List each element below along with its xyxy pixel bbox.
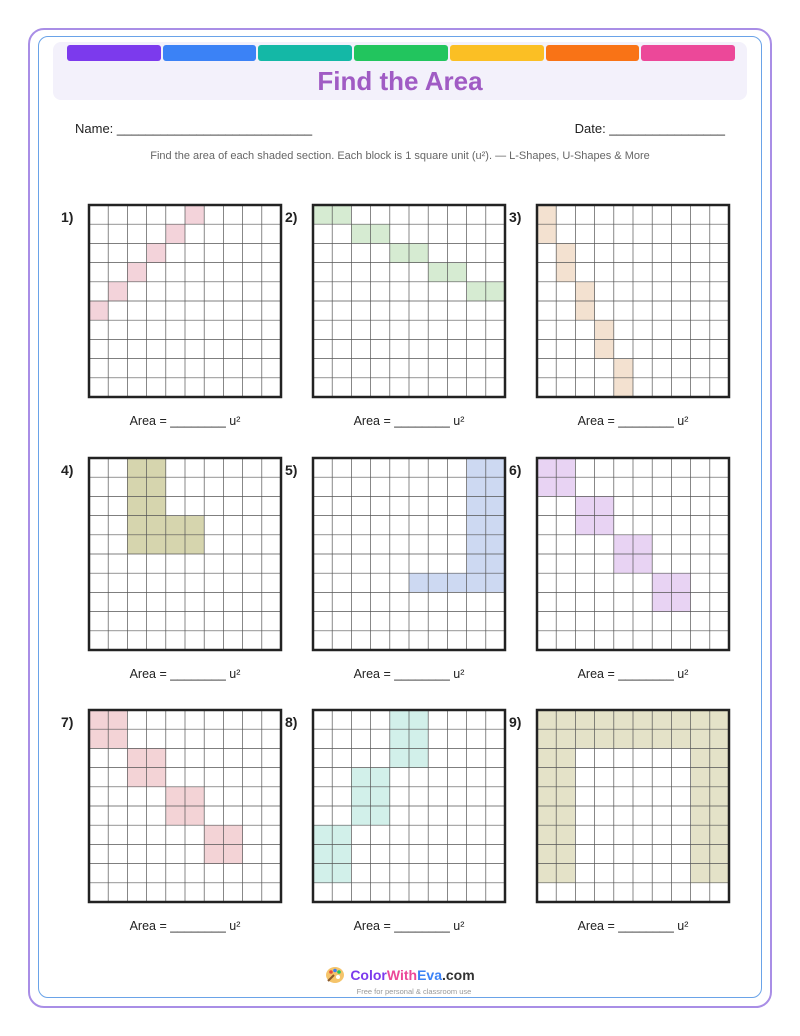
shaded-cell (691, 806, 710, 825)
area-grid (87, 203, 283, 399)
shaded-cell (332, 825, 351, 844)
shaded-cell (691, 768, 710, 787)
shaded-cell (185, 806, 204, 825)
area-grid (311, 708, 507, 904)
shaded-cell (614, 710, 633, 729)
date-field[interactable]: Date: ________________ (574, 121, 725, 136)
area-answer-field[interactable]: Area = ________ u² (353, 919, 465, 933)
shaded-cell (595, 516, 614, 535)
shaded-cell (390, 729, 409, 748)
shaded-cell (313, 205, 332, 224)
shaded-cell (633, 710, 652, 729)
shaded-cell (467, 535, 486, 554)
shaded-cell (147, 496, 166, 515)
shaded-cell (595, 710, 614, 729)
problem-number: 9) (509, 714, 522, 730)
shaded-cell (486, 516, 505, 535)
shaded-cell (595, 496, 614, 515)
shaded-cell (467, 516, 486, 535)
area-grid (87, 456, 283, 652)
shaded-cell (332, 844, 351, 863)
problem-number: 4) (61, 462, 74, 478)
shaded-cell (556, 263, 575, 282)
shaded-cell (575, 301, 594, 320)
shaded-cell (185, 787, 204, 806)
shaded-cell (486, 477, 505, 496)
shaded-cell (447, 263, 466, 282)
shaded-cell (671, 710, 690, 729)
shaded-cell (127, 496, 146, 515)
shaded-cell (556, 458, 575, 477)
shaded-cell (556, 768, 575, 787)
shaded-cell (710, 748, 729, 767)
shaded-cell (537, 458, 556, 477)
shaded-cell (652, 710, 671, 729)
rainbow-segment (546, 45, 640, 61)
shaded-cell (710, 787, 729, 806)
problem-number: 5) (285, 462, 298, 478)
rainbow-segment (163, 45, 257, 61)
shaded-cell (614, 378, 633, 397)
shaded-cell (127, 516, 146, 535)
shaded-cell (691, 844, 710, 863)
shaded-cell (575, 729, 594, 748)
shaded-cell (127, 768, 146, 787)
shaded-cell (351, 787, 370, 806)
shaded-cell (185, 516, 204, 535)
shaded-cell (127, 535, 146, 554)
shaded-cell (691, 825, 710, 844)
shaded-cell (351, 806, 370, 825)
shaded-cell (575, 516, 594, 535)
page-title: Find the Area (317, 66, 483, 96)
shaded-cell (89, 301, 108, 320)
problem-number: 7) (61, 714, 74, 730)
area-grid (535, 456, 731, 652)
shaded-cell (537, 748, 556, 767)
shaded-cell (556, 710, 575, 729)
shaded-cell (467, 282, 486, 301)
shaded-cell (486, 535, 505, 554)
area-answer-field[interactable]: Area = ________ u² (353, 414, 465, 428)
shaded-cell (556, 825, 575, 844)
area-grid (87, 708, 283, 904)
problem-number: 3) (509, 209, 522, 225)
shaded-cell (556, 864, 575, 883)
shaded-cell (147, 768, 166, 787)
shaded-cell (633, 729, 652, 748)
shaded-cell (486, 496, 505, 515)
shaded-cell (147, 535, 166, 554)
footer-logo (0, 966, 800, 996)
area-answer-field[interactable]: Area = ________ u² (577, 414, 689, 428)
shaded-cell (710, 825, 729, 844)
shaded-cell (633, 535, 652, 554)
shaded-cell (351, 768, 370, 787)
shaded-cell (428, 263, 447, 282)
shaded-cell (537, 224, 556, 243)
problem-number: 8) (285, 714, 298, 730)
shaded-cell (595, 320, 614, 339)
shaded-cell (108, 729, 127, 748)
instructions: Find the area of each shaded section. Each block is 1 square unit (u²). — L-Shapes, U-Shapes & More (150, 150, 650, 162)
shaded-cell (556, 729, 575, 748)
shaded-cell (486, 458, 505, 477)
rainbow-segment (67, 45, 161, 61)
shaded-cell (371, 806, 390, 825)
shaded-cell (556, 787, 575, 806)
shaded-cell (537, 825, 556, 844)
shaded-cell (409, 573, 428, 592)
shaded-cell (671, 573, 690, 592)
shaded-cell (652, 592, 671, 611)
shaded-cell (351, 224, 370, 243)
shaded-cell (166, 787, 185, 806)
shaded-cell (147, 748, 166, 767)
area-grid (311, 456, 507, 652)
shaded-cell (409, 243, 428, 262)
shaded-cell (409, 710, 428, 729)
shaded-cell (108, 710, 127, 729)
shaded-cell (537, 205, 556, 224)
shaded-cell (204, 825, 223, 844)
shaded-cell (691, 710, 710, 729)
shaded-cell (390, 710, 409, 729)
shaded-cell (556, 806, 575, 825)
shaded-cell (185, 535, 204, 554)
shaded-cell (691, 729, 710, 748)
area-grid (535, 708, 731, 904)
shaded-cell (89, 729, 108, 748)
shaded-cell (467, 477, 486, 496)
shaded-cell (710, 729, 729, 748)
shaded-cell (467, 554, 486, 573)
shaded-cell (486, 282, 505, 301)
shaded-cell (166, 535, 185, 554)
shaded-cell (332, 864, 351, 883)
shaded-cell (467, 573, 486, 592)
shaded-cell (556, 844, 575, 863)
shaded-cell (166, 806, 185, 825)
shaded-cell (691, 787, 710, 806)
shaded-cell (556, 748, 575, 767)
shaded-cell (537, 477, 556, 496)
shaded-cell (371, 224, 390, 243)
shaded-cell (223, 844, 242, 863)
shaded-cell (652, 573, 671, 592)
area-answer-field[interactable]: Area = ________ u² (353, 667, 465, 681)
logo-with: With (386, 967, 418, 983)
logo-text (350, 967, 474, 983)
shaded-cell (390, 748, 409, 767)
shaded-cell (486, 573, 505, 592)
area-answer-field[interactable]: Area = ________ u² (577, 667, 689, 681)
shaded-cell (537, 768, 556, 787)
shaded-cell (556, 477, 575, 496)
shaded-cell (710, 806, 729, 825)
shaded-cell (671, 729, 690, 748)
shaded-cell (652, 729, 671, 748)
logo-tagline: Free for personal & classroom use (356, 987, 472, 996)
shaded-cell (710, 768, 729, 787)
logo-eva: Eva (417, 967, 442, 983)
area-answer-field[interactable]: Area = ________ u² (577, 919, 689, 933)
shaded-cell (447, 573, 466, 592)
shaded-cell (313, 864, 332, 883)
shaded-cell (147, 243, 166, 262)
shaded-cell (614, 729, 633, 748)
rainbow-segment (450, 45, 544, 61)
shaded-cell (390, 243, 409, 262)
shaded-cell (371, 768, 390, 787)
shaded-cell (486, 554, 505, 573)
shaded-cell (409, 729, 428, 748)
area-answer-field[interactable]: Area = ________ u² (129, 667, 241, 681)
shaded-cell (537, 844, 556, 863)
rainbow-bar (67, 45, 735, 61)
shaded-cell (127, 263, 146, 282)
shaded-cell (127, 748, 146, 767)
shaded-cell (185, 205, 204, 224)
shaded-cell (710, 844, 729, 863)
shaded-cell (575, 710, 594, 729)
shaded-cell (691, 748, 710, 767)
logo-color: Color (350, 967, 387, 983)
shaded-cell (556, 243, 575, 262)
shaded-cell (710, 864, 729, 883)
problem-number: 6) (509, 462, 522, 478)
logo-dotcom: .com (442, 967, 475, 983)
shaded-cell (575, 282, 594, 301)
rainbow-segment (354, 45, 448, 61)
shaded-cell (313, 825, 332, 844)
shaded-cell (127, 458, 146, 477)
area-answer-field[interactable]: Area = ________ u² (129, 919, 241, 933)
shaded-cell (108, 282, 127, 301)
shaded-cell (537, 787, 556, 806)
shaded-cell (691, 864, 710, 883)
shaded-cell (204, 844, 223, 863)
shaded-cell (614, 359, 633, 378)
shaded-cell (671, 592, 690, 611)
shaded-cell (166, 516, 185, 535)
shaded-cell (537, 806, 556, 825)
rainbow-segment (641, 45, 735, 61)
shaded-cell (537, 864, 556, 883)
shaded-cell (332, 205, 351, 224)
shaded-cell (467, 458, 486, 477)
shaded-cell (537, 710, 556, 729)
shaded-cell (147, 458, 166, 477)
shaded-cell (147, 477, 166, 496)
area-grid (535, 203, 731, 399)
palette-icon (325, 966, 345, 984)
shaded-cell (614, 554, 633, 573)
shaded-cell (223, 825, 242, 844)
shaded-cell (633, 554, 652, 573)
shaded-cell (575, 496, 594, 515)
shaded-cell (166, 224, 185, 243)
area-grid (311, 203, 507, 399)
shaded-cell (537, 729, 556, 748)
shaded-cell (313, 844, 332, 863)
shaded-cell (127, 477, 146, 496)
problem-number: 2) (285, 209, 298, 225)
shaded-cell (595, 339, 614, 358)
shaded-cell (595, 729, 614, 748)
rainbow-segment (258, 45, 352, 61)
problem-number: 1) (61, 209, 74, 225)
name-field[interactable]: Name: ___________________________ (75, 121, 313, 136)
shaded-cell (467, 496, 486, 515)
shaded-cell (710, 710, 729, 729)
shaded-cell (147, 516, 166, 535)
area-answer-field[interactable]: Area = ________ u² (129, 414, 241, 428)
shaded-cell (428, 573, 447, 592)
shaded-cell (371, 787, 390, 806)
shaded-cell (89, 710, 108, 729)
shaded-cell (614, 535, 633, 554)
shaded-cell (409, 748, 428, 767)
